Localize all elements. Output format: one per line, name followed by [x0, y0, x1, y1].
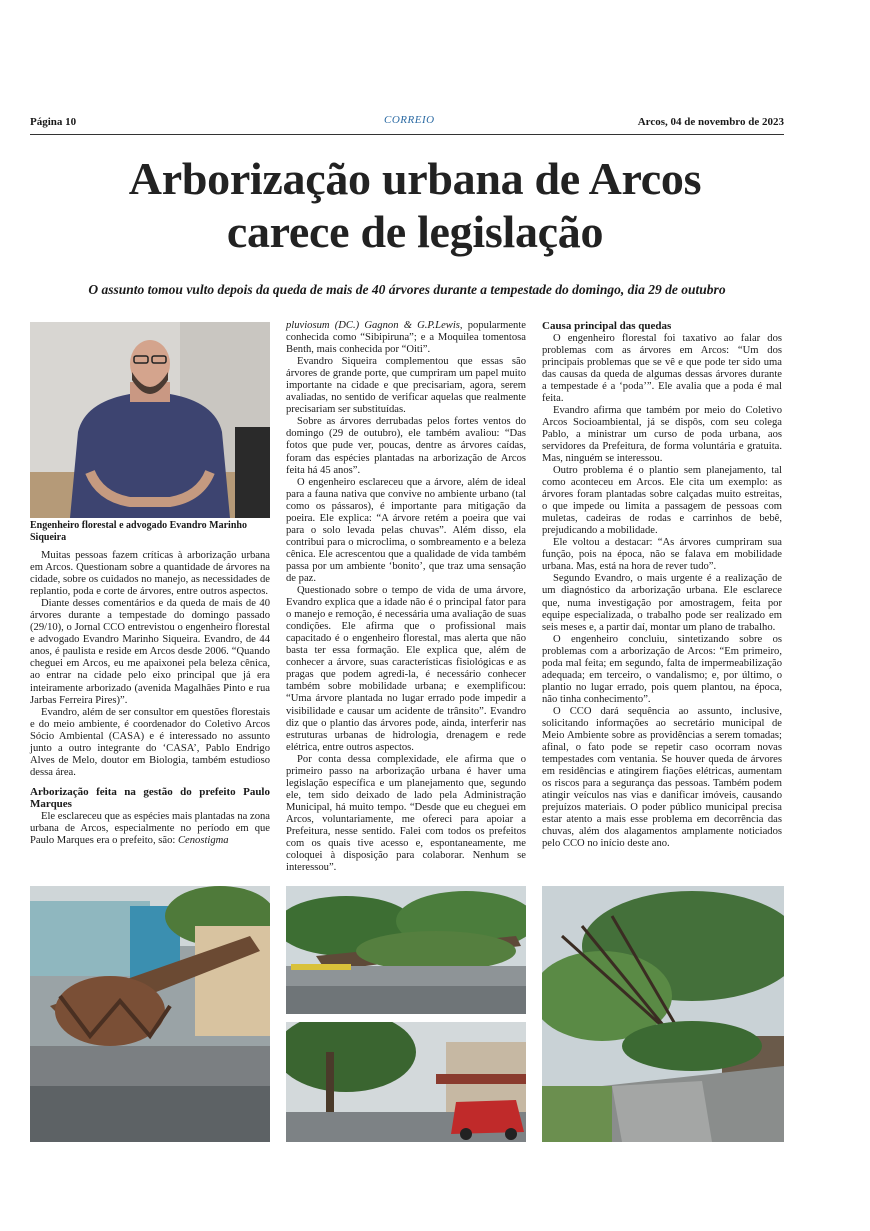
fallen-tree-photo-2 [286, 886, 526, 1014]
species-name: pluviosum (DC.) Gagnon & G.P.Lewis [286, 320, 460, 331]
edition-date: Arcos, 04 de novembro de 2023 [637, 116, 784, 128]
paragraph: Questionado sobre o tempo de vida de uma árvore, Evandro explica que a idade não é o principal fator para o manejo e remoção, é necessária uma avaliação de suas condições. Ele afirma que o profissional mais capacitado é o engenheiro florestal, mas alerta que não basta ter essa formação. Ele explica que, além de conhecer a árvore, suas características fisiológicas e as pragas que podem agredi-la, é necessário conhecer também sobre mobilidade urbana; e exemplificou: “Uma árvore plantada no lugar errado pode impedir a visibilidade e causar um acidente de trânsito”. Evandro diz que o plantio das árvores pode, ainda, interferir nas estruturas urbanas de hidrologia, drenagem e rede elétrica, entre outros aspectos. [286, 585, 526, 753]
title-line-2: carece de legislação [226, 206, 604, 257]
portrait-photo [30, 322, 270, 518]
article-column-1 [30, 550, 270, 847]
paragraph: O engenheiro concluiu, sintetizando sobre os problemas com a arborização de Arcos: “Em primeiro, poda mal feita; em segundo, falta de impermeabilização adequada; em terceiro, o vandalismo; e, por último, o plantio no lugar errado, pois quem plantou, na época, não tinha conhecimento”. [542, 633, 782, 705]
paragraph [30, 811, 270, 847]
paragraph: Segundo Evandro, o mais urgente é a realização de um diagnóstico da arborização urbana. Ele esclarece que, numa investigação por amostragem, feita por equipe especializada, o trabalho pode ser realizado em seis meses e, a partir daí, montar um plano de trabalho. [542, 573, 782, 633]
section-heading: Causa principal das quedas [542, 320, 672, 332]
newspaper-logo: CORREIO [384, 114, 435, 126]
fallen-tree-photo-3 [286, 1022, 526, 1142]
fallen-tree-photo-1 [30, 886, 270, 1142]
paragraph: Ele voltou a destacar: “As árvores cumpriram sua função, pois na época, não se falava em mobilidade urbana. Mas, está na hora de rever tudo”. [542, 537, 782, 573]
paragraph: Evandro Siqueira complementou que essas são árvores de grande porte, que cumpriram um papel muito importante na cidade e que precisariam, agora, serem avaliadas, no sentido de verificar aquelas que realmente precisariam ser substituídas. [286, 356, 526, 416]
paragraph: O CCO dará sequência ao assunto, inclusive, solicitando informações ao secretário municipal de Meio Ambiente sobre as providências a serem tomadas; afinal, o fato pode se repetir caso ocorram novas tempestades com ventania. Se houver queda de árvores em residências e atingirem fiações elétricas, aumentam os riscos para a segurança das pessoas. Também podem atingir veículos nas vias e danificar imóveis, causando prejuízos materiais. O poder público municipal precisa estar atento a mais esse problema em decorrência das chuvas, além dos alagamentos amplamente noticiados pelo CCO no início deste ano. [542, 705, 782, 850]
article-column-2 [286, 320, 526, 874]
fallen-tree-photo-4 [542, 886, 784, 1142]
paragraph: Evandro afirma que também por meio do Coletivo Arcos Socioambiental, já se dispôs, com seu colega Pablo, a ministrar um curso de poda urbana, aos servidores da Prefeitura, de forma voluntária e gratuita. Mas, ninguém se interessou. [542, 404, 782, 464]
paragraph-text: , popularmente conhecida como “Sibipiruna”; e a Moquilea tomentosa Benth, mais conhecida por “Oiti”. [286, 320, 526, 356]
article-column-3 [542, 320, 782, 851]
paragraph: Diante desses comentários e da queda de mais de 40 árvores durante a tempestade do domingo passado (29/10), o Jornal CCO entrevistou o engenheiro florestal e advogado Evandro Marinho Siqueira. Evandro, de 44 anos, é paulista e reside em Arcos desde 2006. “Quando cheguei em Arcos, eu me apaixonei pela beleza cênica, ao entrar na cidade pelo eixo principal que já era inteiramente arborizado (avenida Magalhães Pinto e rua Jarbas Ferreira Pires)”. [30, 598, 270, 706]
paragraph: Evandro, além de ser consultor em questões florestais e do meio ambiente, é coordenador do Coletivo Arcos Sócio Ambiental (CASA) e é interessado no assunto junto a outro integrante do ‘CASA’, Pablo Endrigo Alves de Melo, doutor em Biologia, também estudioso dessa área. [30, 706, 270, 778]
article-title [30, 152, 800, 258]
article-subtitle: O assunto tomou vulto depois da queda de mais de 40 árvores durante a tempestade do domingo, dia 29 de outubro [88, 282, 726, 297]
paragraph: Outro problema é o plantio sem planejamento, tal como aconteceu em Arcos. Ele cita um exemplo: as árvores foram plantadas sobre calçadas muito estreitas, o que impede ou limita a passagem de pessoas com muletas, cadeiras de rodas e carrinhos de bebê, prejudicando a mobilidade. [542, 465, 782, 537]
paragraph: O engenheiro esclareceu que a árvore, além de ideal para a fauna nativa que convive no ambiente urbano (tal como os pássaros), é importante para mitigação da poeira. Ele explica: “A árvore retém a poeira que vai para o solo levada pelas chuvas”. Além disso, ela contribui para o microclima, o sombreamento e a beleza cênica. Ele acrescentou que a qualidade de vida também passa por um ambiente ‘bonito’, que traz uma sensação de paz. [286, 476, 526, 584]
section-heading: Arborização feita na gestão do prefeito Paulo Marques [30, 785, 270, 811]
photo-caption: Engenheiro florestal e advogado Evandro Marinho Siqueira [30, 520, 247, 543]
species-name: Cenostigma [177, 834, 229, 846]
title-line-1: Arborização urbana de Arcos [128, 153, 702, 204]
page-number: Página 10 [30, 116, 77, 128]
paragraph: Muitas pessoas fazem críticas à arborização urbana em Arcos. Questionam sobre a quantidade de árvores na cidade, sobre os cuidados no manejo, as necessidades de replantio, poda e corte de árvores, entre outros aspectos. [30, 550, 270, 598]
paragraph: O engenheiro florestal foi taxativo ao falar dos problemas com as árvores em Arcos: “Um dos principais problemas que se vê e que pode ter sido uma das causas da queda de algumas dessas árvores durante a tempestade é a ‘poda’”. Ele avalia que a poda é mal feita. [542, 332, 782, 404]
paragraph: Por conta dessa complexidade, ele afirma que o primeiro passo na arborização urbana é haver uma legislação específica e um planejamento que, segundo ele, tem sido deixado de lado pela Administração Municipal, há muito tempo. “Desde que eu cheguei em Arcos, voluntariamente, me ofereci para apoiar a Prefeitura, nesse sentido. Falei com todos os prefeitos com os quais tive acesso e, espontaneamente, me coloquei à disposição para colaborar. Nenhum se interessou”. [286, 753, 526, 874]
paragraph [286, 320, 526, 356]
paragraph: Sobre as árvores derrubadas pelos fortes ventos do domingo (29 de outubro), ele também avaliou: “Das fotos que pude ver, poucas, dentre as árvores caídas, foram das espécies plantadas na arborização de Arcos feita há 45 anos”. [286, 416, 526, 476]
page-header [30, 112, 784, 135]
paragraph-text: Ele esclareceu que as espécies mais plantadas na zona urbana de Arcos, especialmente no período em que Paulo Marques era o prefeito, são: [30, 810, 270, 846]
